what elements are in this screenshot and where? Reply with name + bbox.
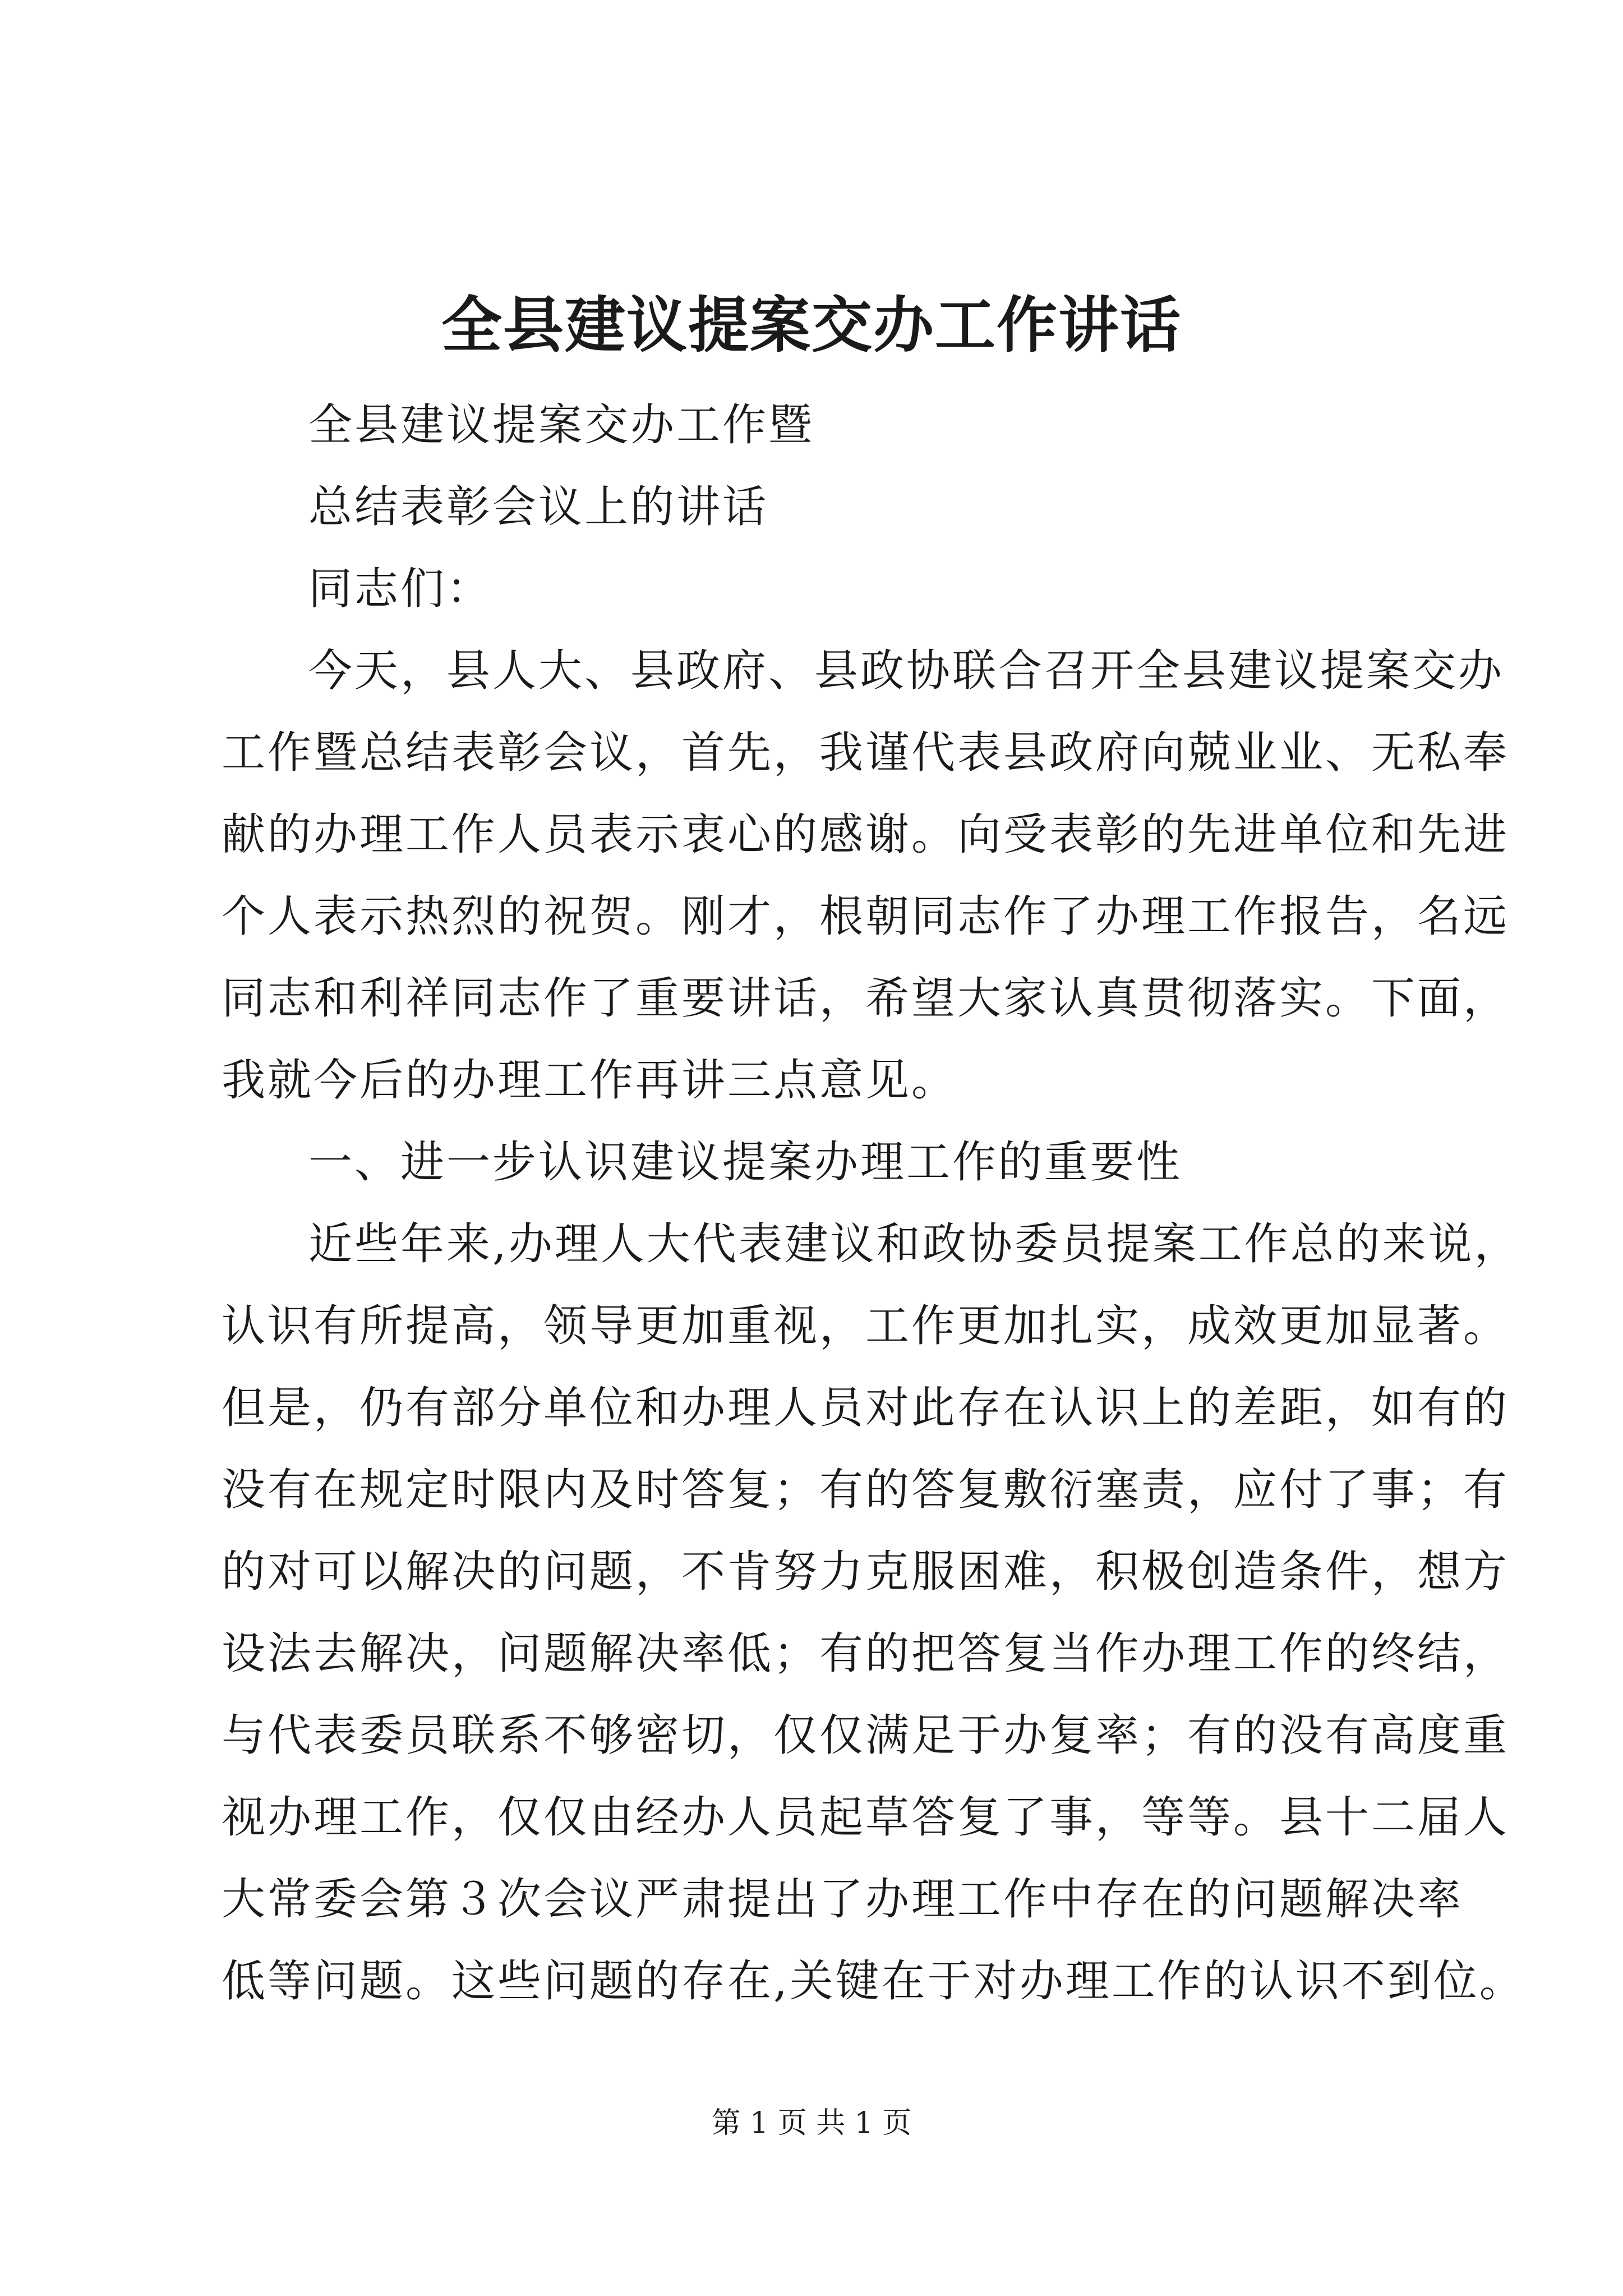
paragraph-line: 低等问题。这些问题的存在,关键在于对办理工作的认识不到位。 [222, 1956, 1525, 2007]
paragraph-line: 个人表示热烈的祝贺。刚才，根朝同志作了办理工作报告，名远 [222, 891, 1510, 942]
salutation: 同志们： [308, 564, 493, 614]
paragraph-line: 与代表委员联系不够密切，仅仅满足于办复率；有的没有高度重 [222, 1710, 1510, 1761]
paragraph-line: 近些年来,办理人大代表建议和政协委员提案工作总的来说， [308, 1219, 1520, 1269]
page-footer: 第 1 页 共 1 页 [711, 2106, 912, 2140]
paragraph-line: 认识有所提高，领导更加重视，工作更加扎实，成效更加显著。 [222, 1301, 1510, 1351]
paragraph-line: 大常委会第３次会议严肃提出了办理工作中存在的问题解决率 [222, 1874, 1464, 1925]
paragraph-line: 的对可以解决的问题，不肯努力克服困难，积极创造条件，想方 [222, 1547, 1510, 1597]
paragraph-line: 我就今后的办理工作再讲三点意见。 [222, 1055, 958, 1106]
paragraph-line: 视办理工作，仅仅由经办人员起草答复了事，等等。县十二届人 [222, 1792, 1510, 1843]
document-body [222, 384, 1525, 2022]
document-title: 全县建议提案交办工作讲话 [441, 290, 1182, 361]
section-heading: 一、进一步认识建议提案办理工作的重要性 [308, 1137, 1183, 1188]
paragraph-line: 但是，仍有部分单位和办理人员对此存在认识上的差距，如有的 [222, 1383, 1510, 1433]
paragraph-line: 献的办理工作人员表示衷心的感谢。向受表彰的先进单位和先进 [222, 809, 1510, 860]
paragraph-line: 今天，县人大、县政府、县政协联合召开全县建议提案交办 [308, 646, 1505, 696]
subtitle-line-2: 总结表彰会议上的讲话 [308, 482, 769, 532]
subtitle-line-1: 全县建议提案交办工作暨 [308, 400, 815, 450]
paragraph-line: 设法去解决，问题解决率低；有的把答复当作办理工作的终结， [222, 1628, 1510, 1679]
paragraph-line: 同志和利祥同志作了重要讲话，希望大家认真贯彻落实。下面， [222, 973, 1510, 1024]
paragraph-line: 没有在规定时限内及时答复；有的答复敷衍塞责，应付了事；有 [222, 1465, 1510, 1515]
paragraph-line: 工作暨总结表彰会议，首先，我谨代表县政府向兢业业、无私奉 [222, 728, 1510, 778]
